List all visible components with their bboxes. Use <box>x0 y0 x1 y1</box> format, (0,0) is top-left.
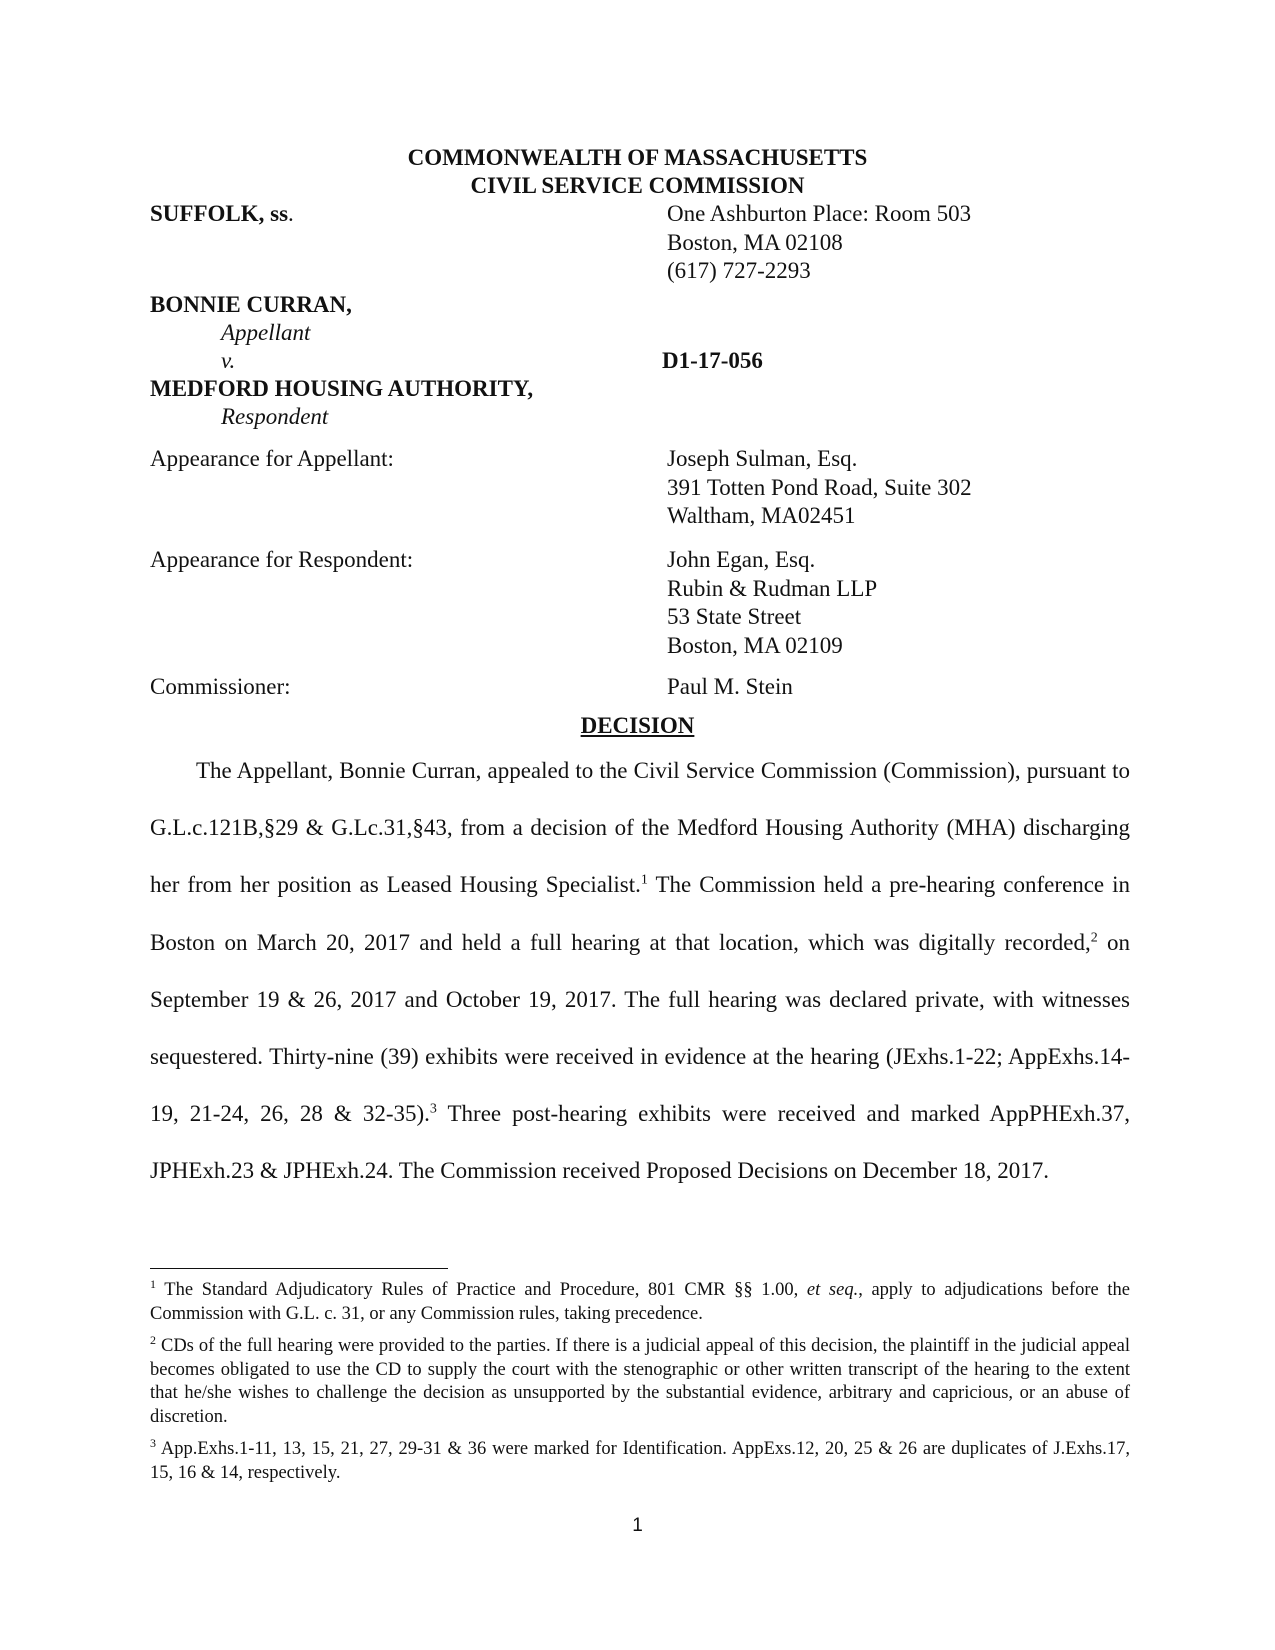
footnote-ref-2[interactable]: 2 <box>1090 929 1098 945</box>
counsel-line: John Egan, Esq. <box>667 547 816 572</box>
commission-address <box>667 200 971 286</box>
footnote-3 <box>150 1435 1130 1485</box>
decision-text: The Commission held a pre-hearing conference in Boston on March 20, 2017 and held a full hearing at that location, which was digitally recorded, <box>150 872 1130 955</box>
page-number: 1 <box>632 1515 643 1536</box>
footnote-ref-3[interactable]: 3 <box>429 1101 437 1117</box>
respondent-appearance-label: Appearance for Respondent: <box>150 547 414 572</box>
decision-text: on September 19 & 26, 2017 and October 19, 2017. The full hearing was declared private, with witnesses sequestered. Thirty-nine (39) exhibits were received in evidence at the hearing (JExhs.1-22; AppExhs.14-19, 21-24, 26, 28 & 32-35). <box>150 929 1131 1127</box>
footnote-text: , apply to adjudications before the Commission with G.L. c. 31, or any Commission rules, taking precedence. <box>150 1280 1130 1324</box>
decision-title: DECISION <box>580 713 695 738</box>
footnote-text: The Standard Adjudicatory Rules of Practice and Procedure, 801 CMR §§ 1.00, <box>156 1280 807 1300</box>
footnote-number: 2 <box>150 1332 156 1347</box>
footnote-italic: et seq. <box>806 1280 859 1300</box>
respondent-role: Respondent <box>221 404 329 429</box>
counsel-line: 391 Totten Pond Road, Suite 302 <box>667 474 972 500</box>
header-commission: CIVIL SERVICE COMMISSION <box>470 173 805 198</box>
footnote-ref-1[interactable]: 1 <box>640 872 648 888</box>
commissioner-name: Paul M. Stein <box>667 674 793 699</box>
footnote-divider <box>150 1268 448 1269</box>
appellant-name: BONNIE CURRAN, <box>150 292 352 317</box>
address-line: One Ashburton Place: Room 503 <box>667 201 972 226</box>
footnote-text: CDs of the full hearing were provided to the parties. If there is a judicial appeal of this decision, the plaintiff in the judicial appeal becomes obligated to use the CD to supply the court with the stenographic or other written transcript of the hearing to the extent that he/she wishes to challenge the decision as unsupported by the substantial evidence, arbitrary and capricious, or an abuse of discretion. <box>150 1336 1130 1427</box>
counsel-line: Boston, MA 02109 <box>667 632 843 658</box>
address-line: Boston, MA 02108 <box>667 229 843 255</box>
respondent-name: MEDFORD HOUSING AUTHORITY, <box>150 376 534 401</box>
counsel-line: Joseph Sulman, Esq. <box>667 446 858 471</box>
decision-text: The Appellant, Bonnie Curran, appealed to the Civil Service Commission (Commission), pursuant to G.L.c.121B,§29 & G.Lc.31,§43, from a decision of the Medford Housing Authority (MHA) discharging her from her position as Leased Housing Specialist. <box>150 758 1130 898</box>
venue-dot: . <box>288 201 294 226</box>
footnote-number: 3 <box>150 1435 156 1450</box>
decision-text: Three post-hearing exhibits were received and marked AppPHExh.37, JPHExh.23 & JPHExh.24. The Commission received Proposed Decisions on December 18, 2017. <box>150 1101 1130 1184</box>
footnote-number: 1 <box>150 1276 156 1291</box>
address-line: (617) 727-2293 <box>667 258 811 283</box>
counsel-line: 53 State Street <box>667 604 802 629</box>
appellant-role: Appellant <box>221 320 311 345</box>
respondent-counsel <box>667 546 877 660</box>
docket-number: D1-17-056 <box>662 348 763 373</box>
appellant-counsel <box>667 445 972 531</box>
venue-ss: ss <box>264 201 289 226</box>
venue <box>150 200 294 228</box>
header-commonwealth: COMMONWEALTH OF MASSACHUSETTS <box>407 145 868 170</box>
counsel-line: Waltham, MA02451 <box>667 503 856 528</box>
footnote-1 <box>150 1276 1130 1326</box>
footnote-text: App.Exhs.1-11, 13, 15, 21, 27, 29-31 & 36 were marked for Identification. AppExs.12, 20, 25 & 26 are duplicates of J.Exhs.17, 15, 16 & 14, respectively. <box>150 1439 1130 1483</box>
appellant-appearance-label: Appearance for Appellant: <box>150 446 394 471</box>
counsel-line: Rubin & Rudman LLP <box>667 575 878 601</box>
decision-paragraph <box>150 742 1130 1200</box>
versus: v. <box>221 348 236 373</box>
venue-county: SUFFOLK, <box>150 201 265 226</box>
commissioner-label: Commissioner: <box>150 674 291 699</box>
footnote-2 <box>150 1332 1130 1429</box>
